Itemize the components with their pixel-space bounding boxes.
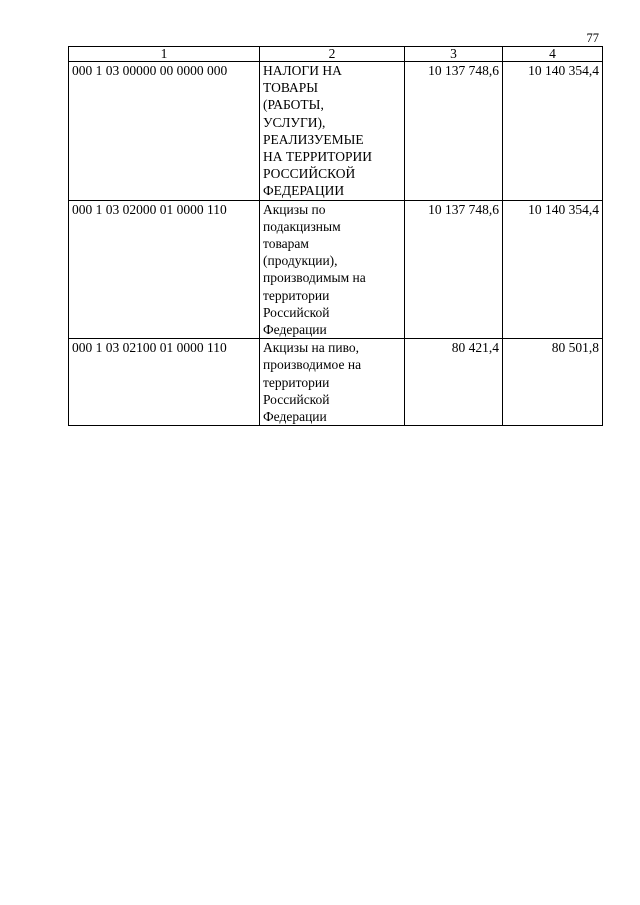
page-number: 77 [586, 31, 599, 45]
value-col-4-cell: 10 140 354,4 [503, 200, 603, 339]
item-name-line: (продукции), [263, 253, 338, 269]
item-name-line: ФЕДЕРАЦИИ [263, 183, 345, 199]
item-name-line: РЕАЛИЗУЕМЫЕ [263, 131, 364, 147]
item-name-line: Акцизы по [263, 201, 326, 217]
item-name-line: НАЛОГИ НА [263, 63, 342, 78]
value-col-4-cell: 80 501,8 [503, 339, 603, 426]
item-name-line: Российской [263, 391, 330, 407]
value-col-3-cell: 10 137 748,6 [405, 200, 503, 339]
table-row [69, 339, 603, 426]
header-col-2: 2 [260, 47, 405, 62]
budget-table [68, 46, 603, 426]
item-name-line: Акцизы на пиво, [263, 340, 359, 356]
table-header-row [69, 47, 603, 62]
item-name-cell [260, 339, 405, 426]
item-name-line: Федерации [263, 322, 327, 338]
header-col-3: 3 [405, 47, 503, 62]
value-col-3-cell: 80 421,4 [405, 339, 503, 426]
item-name-line: территории [263, 374, 330, 390]
value-col-4-cell: 10 140 354,4 [503, 62, 603, 201]
item-name-line: НА ТЕРРИТОРИИ [263, 149, 372, 165]
item-name-cell [260, 200, 405, 339]
item-name-cell [260, 62, 405, 201]
value-col-3-cell: 10 137 748,6 [405, 62, 503, 201]
item-name-line: подакцизным [263, 218, 341, 234]
item-name-line: Российской [263, 304, 330, 320]
table-row [69, 62, 603, 201]
item-name-line: РОССИЙСКОЙ [263, 166, 356, 182]
header-col-1: 1 [69, 47, 260, 62]
item-name-line: производимое на [263, 357, 362, 373]
item-name-line: производимым на [263, 270, 366, 286]
budget-code-cell: 000 1 03 02000 01 0000 110 [69, 200, 260, 339]
item-name-line: ТОВАРЫ [263, 80, 319, 96]
item-name-line: товарам [263, 236, 309, 252]
header-col-4: 4 [503, 47, 603, 62]
item-name-line: территории [263, 287, 330, 303]
item-name-line: (РАБОТЫ, [263, 97, 324, 113]
item-name-line: Федерации [263, 409, 327, 425]
table-row [69, 200, 603, 339]
budget-code-cell: 000 1 03 00000 00 0000 000 [69, 62, 260, 201]
item-name-line: УСЛУГИ), [263, 114, 326, 130]
budget-code-cell: 000 1 03 02100 01 0000 110 [69, 339, 260, 426]
